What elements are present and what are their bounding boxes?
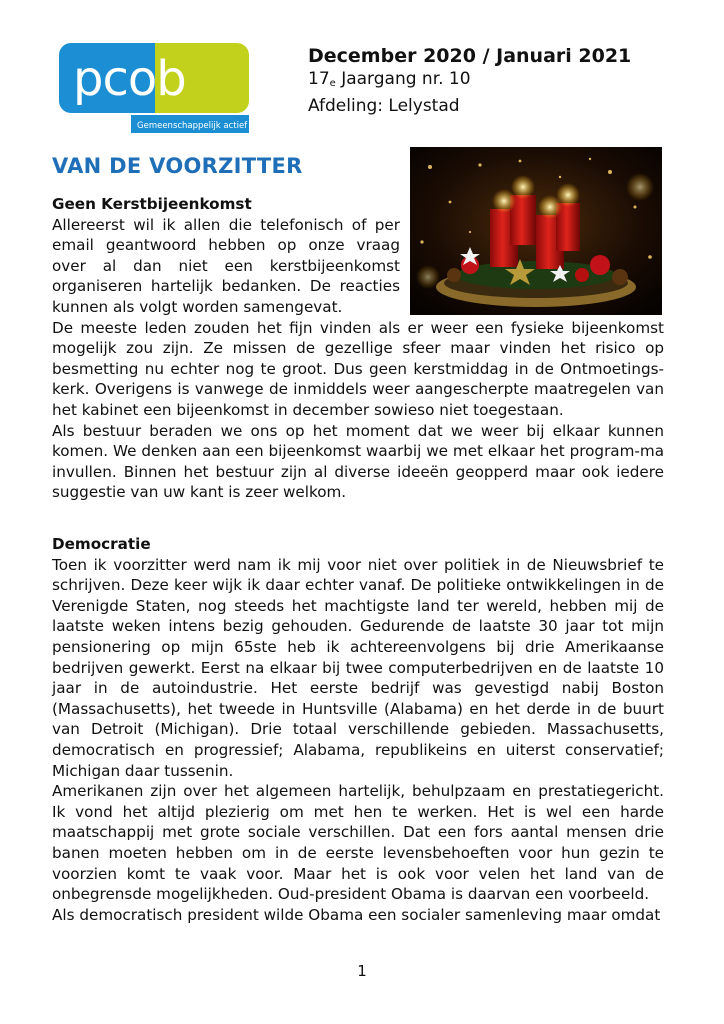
paragraph-intro: Allereerst wil ik allen die telefonisch of per email geantwoord hebben op onze vraag over al dan niet een kerstbijeenkomst organiseren hartelijk bedanken. De reacties kunnen als volgt worden samengevat. (52, 215, 400, 316)
logo-tagline: Gemeenschappelijk actief (137, 121, 248, 131)
section-kerst (52, 194, 664, 503)
article-title: VAN DE VOORZITTER (52, 154, 303, 178)
edition-line: $17_e$ Jaargang nr. 10 (308, 69, 471, 89)
paragraph: De meeste leden zouden het fijn vinden als er weer een fysieke bijeenkomst mogelijk zou zijn. Ze missen de gezellige sfeer maar vinden het risico op besmetting nu echter nog te groot. Dus geen kerstmiddag in de Ontmoetings-kerk. Overigens is vanwege de inmiddels weer aangescherpte maatregelen van het kabinet een bijeenkomst in december sowieso niet toegestaan. (52, 318, 664, 419)
logo-text: pcob (73, 51, 186, 107)
pcob-logo (59, 43, 249, 135)
page-number: 1 (357, 962, 367, 980)
issue-info (308, 44, 688, 118)
section-heading-democratie: Democratie (52, 535, 151, 553)
issue-date: December 2020 / Januari 2021 (308, 45, 632, 67)
paragraph: Als democratisch president wilde Obama een socialer samenleving maar omdat (52, 905, 661, 924)
section-heading-kerst: Geen Kerstbijeenkomst (52, 195, 252, 213)
paragraph: Toen ik voorzitter werd nam ik mij voor niet over politiek in de Nieuwsbrief te schrijven. Deze keer wijk ik daar echter vanaf. De politieke ontwikkelingen in de Verenigde Staten, nog steeds het machtigste land ter wereld, hebben mij de laatste weken intens bezig gehouden. Gedurende de laatste 30 jaar tot mijn pensionering op mijn 65ste heb ik achtereenvolgens bij drie Amerikaanse bedrijven gewerkt. Eerst na elkaar bij twee computerbedrijven en de laatste 10 jaar in de autoindustrie. Het eerste bedrijf was gevestigd nabij Boston (Massachusetts), het tweede in Huntsville (Alabama) en het derde in de buurt van Detroit (Michigan). Drie totaal verschillende gebieden. Massachusetts, democratisch en progressief; Alabama, republikeins en uiterst conservatief; Michigan daar tussenin. (52, 555, 664, 780)
paragraph: Als bestuur beraden we ons op het moment dat we weer bij elkaar kunnen komen. We denken aan een bijeenkomst waarbij we met elkaar het program-ma invullen. Binnen het bestuur zijn al diverse ideeën geopperd maar ook iedere suggestie van uw kant is zeer welkom. (52, 421, 664, 502)
section-democratie (52, 534, 664, 925)
paragraph: Amerikanen zijn over het algemeen hartelijk, behulpzaam en prestatiegericht. Ik vond het altijd plezierig om met hen te werken. Het is wel een harde maatschappij met grote sociale verschillen. Dat een fors aantal mensen drie banen moeten hebben om in de eerste levensbehoeften voor hun gezin te voorzien komt te vaak voor. Maar het is ook voor velen het land van de onbegrensde mogelijkheden. Oud-president Obama is daarvan een voorbeeld. (52, 782, 664, 904)
department-label: Afdeling: Lelystad (308, 96, 460, 116)
